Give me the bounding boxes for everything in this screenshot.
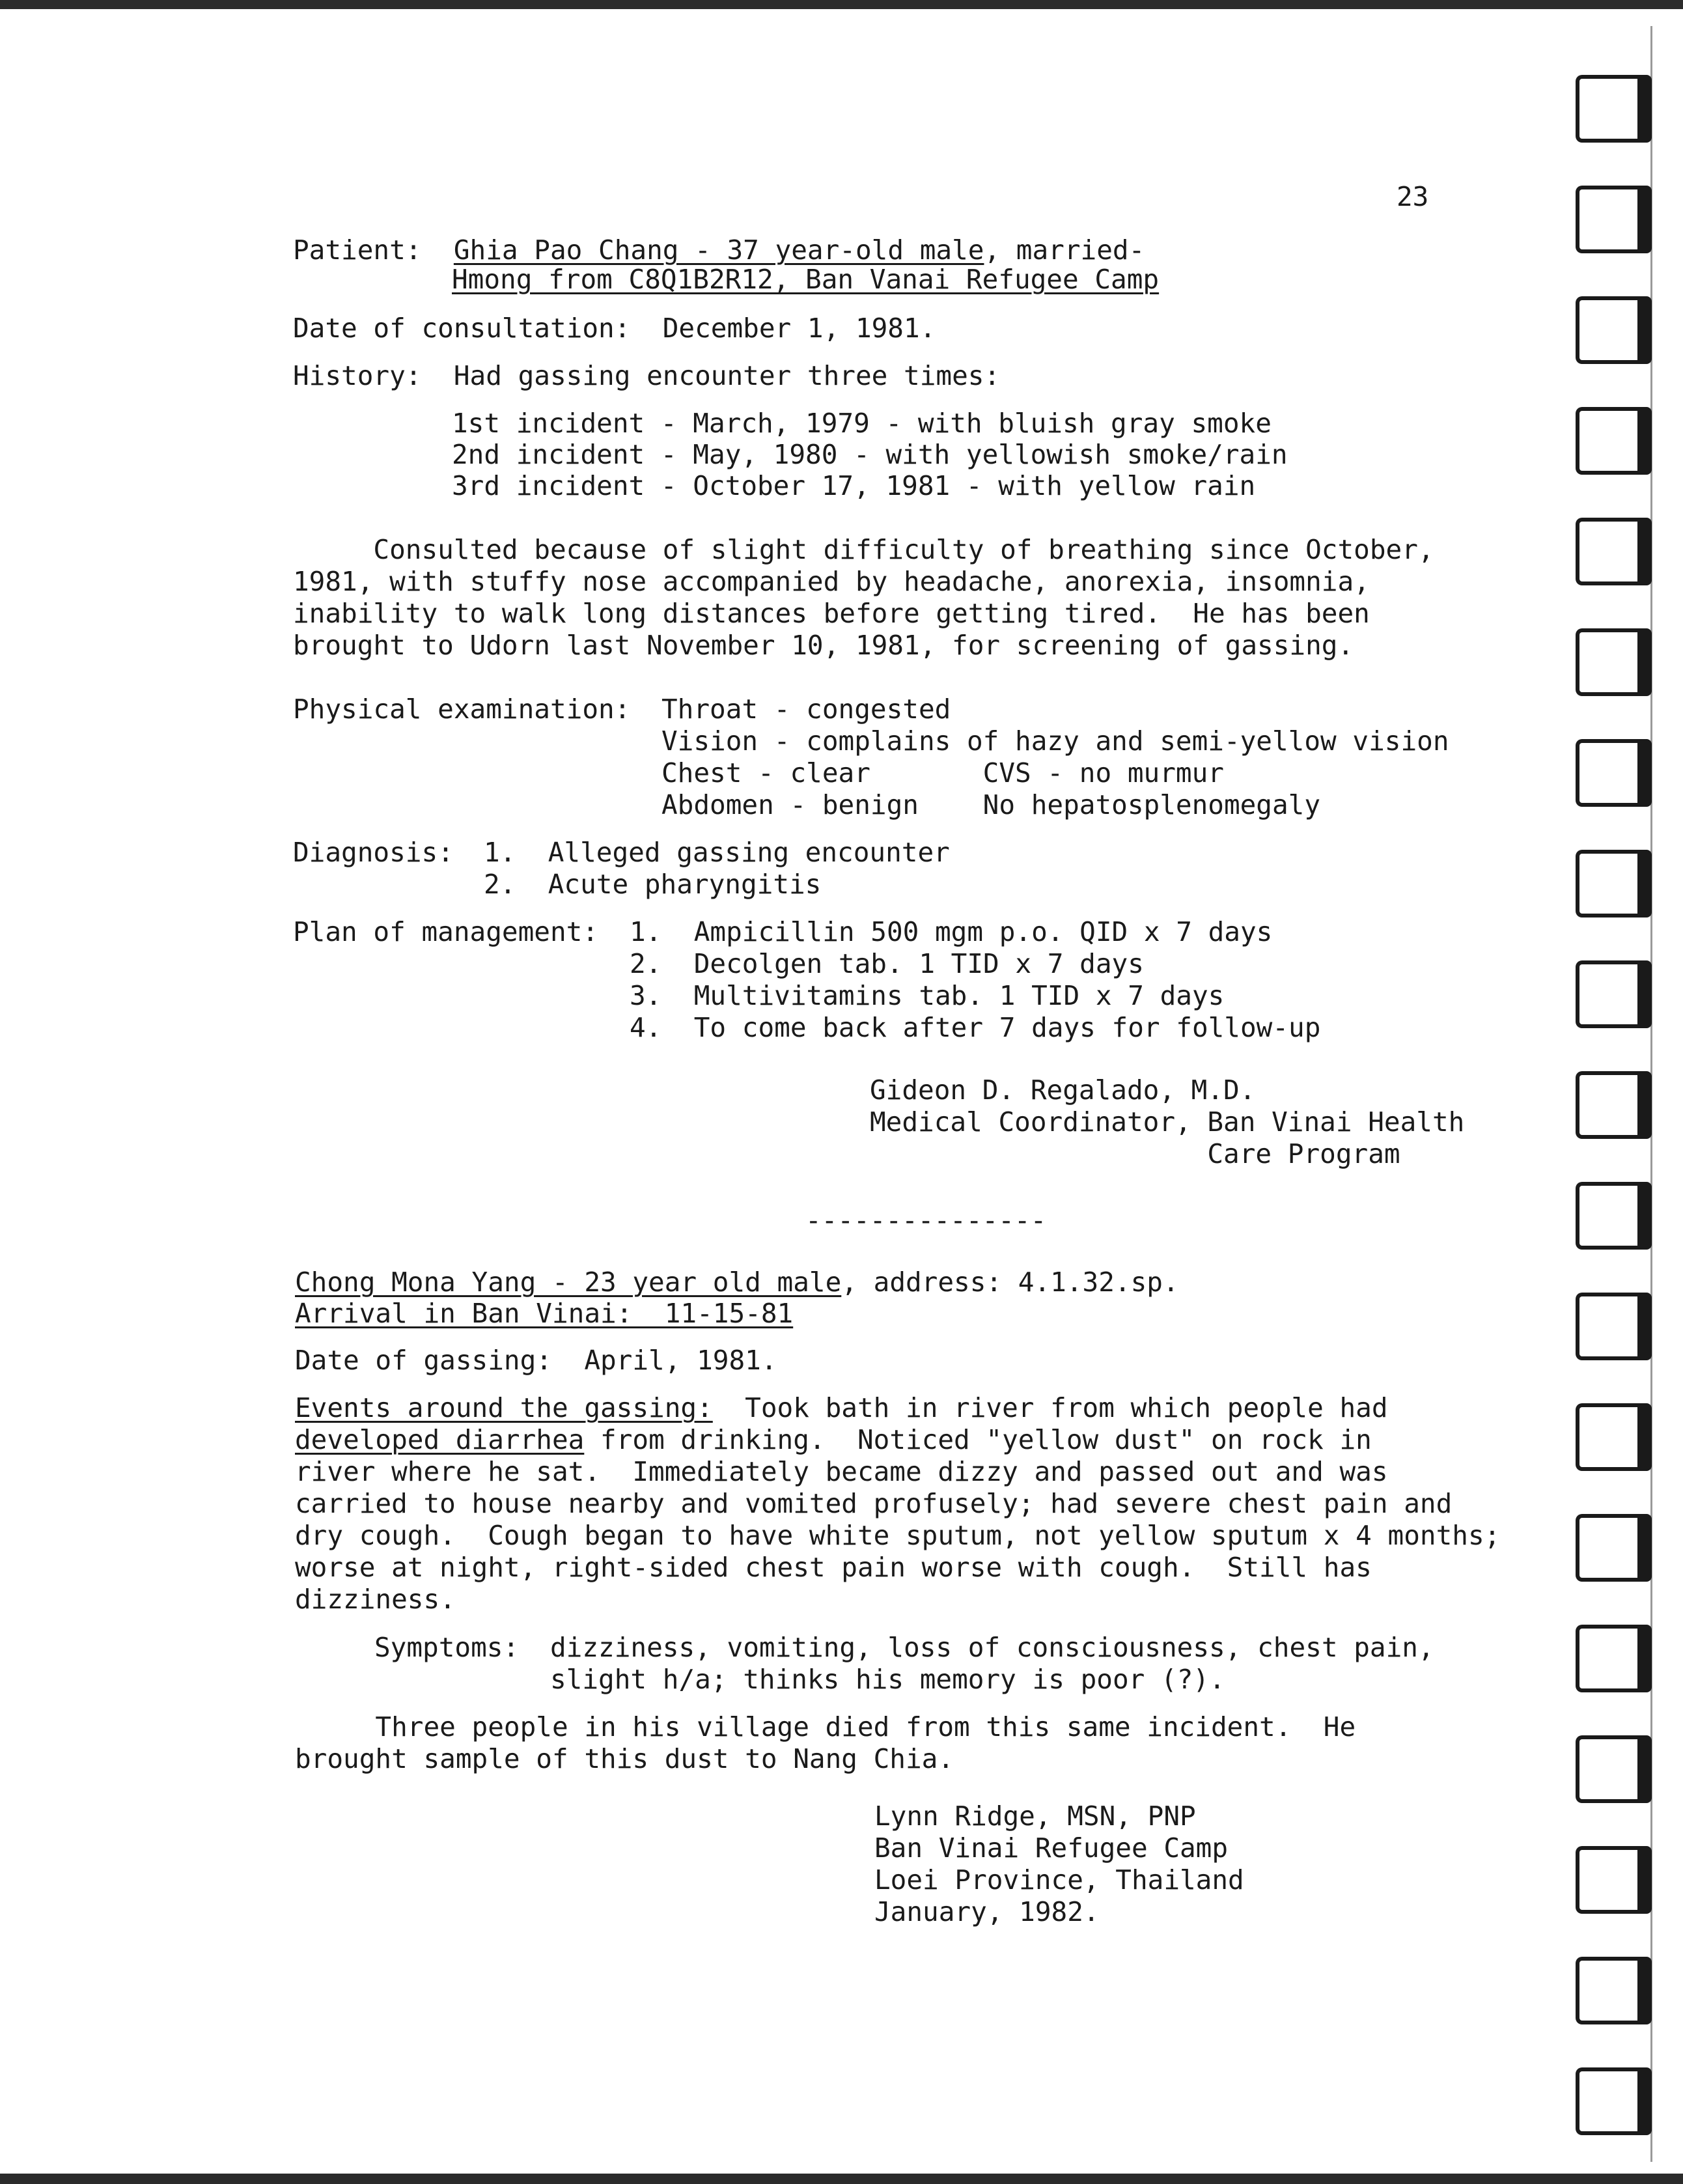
signature-2-org: Ban Vinai Refugee Camp — [874, 1832, 1229, 1864]
patient-suffix: , married- — [984, 234, 1145, 266]
incident-3: 3rd incident - October 17, 1981 - with yellow rain — [452, 470, 1256, 501]
plan-item-3: 3. Multivitamins tab. 1 TID x 7 days — [630, 980, 1225, 1011]
page-number: 23 — [1397, 181, 1429, 212]
symptoms-label: Symptoms: — [374, 1632, 520, 1663]
events-line-7: dizziness. — [295, 1584, 456, 1615]
events-line-2 — [295, 1424, 1372, 1456]
history-text: Had gassing encounter three times: — [453, 360, 1001, 391]
exam-line-2: Vision - complains of hazy and semi-yellow vision — [661, 725, 1449, 757]
exam-line-4: Abdomen - benign No hepatosplenomegaly — [661, 789, 1321, 820]
history-line — [293, 360, 1000, 392]
incident-2: 2nd incident - May, 1980 - with yellowish smoke/rain — [452, 439, 1288, 470]
patient-line-1 — [293, 234, 1145, 266]
patient-name: Ghia Pao Chang - 37 year-old male — [453, 234, 984, 266]
events-line-3: river where he sat. Immediately became dizzy and passed out and was — [295, 1456, 1388, 1487]
signature-2-name: Lynn Ridge, MSN, PNP — [874, 1800, 1196, 1832]
signature-2-date: January, 1982. — [874, 1896, 1100, 1927]
closing-line-1: Three people in his village died from this same incident. He — [295, 1711, 1356, 1743]
closing-line-2: brought sample of this dust to Nang Chia. — [295, 1743, 954, 1774]
plan-label: Plan of management: — [293, 916, 598, 947]
history-label: History: — [293, 360, 422, 391]
plan-item-2: 2. Decolgen tab. 1 TID x 7 days — [630, 948, 1144, 979]
narrative-line-2: 1981, with stuffy nose accompanied by headache, anorexia, insomnia, — [293, 566, 1370, 597]
patient-2-name: Chong Mona Yang - 23 year old male — [295, 1267, 842, 1298]
patient-line-2: Hmong from C8Q1B2R12, Ban Vanai Refugee Camp — [452, 264, 1160, 295]
plan-item-1: 1. Ampicillin 500 mgm p.o. QID x 7 days — [630, 916, 1273, 947]
incident-1: 1st incident - March, 1979 - with bluish gray smoke — [452, 408, 1272, 439]
patient-2-suffix: , address: 4.1.32.sp. — [841, 1267, 1179, 1298]
signature-1-title-cont: Care Program — [870, 1138, 1400, 1169]
signature-2-location: Loei Province, Thailand — [874, 1864, 1244, 1896]
events-first: Took bath in river from which people had — [712, 1392, 1388, 1423]
patient-label: Patient: — [293, 234, 422, 266]
events-underlined-cont: developed diarrhea — [295, 1424, 585, 1455]
events-cont-rest: from drinking. Noticed "yellow dust" on rock in — [584, 1424, 1372, 1455]
exam-line-3: Chest - clear CVS - no murmur — [661, 757, 1224, 789]
events-line-4: carried to house nearby and vomited profusely; had severe chest pain and — [295, 1488, 1453, 1519]
narrative-line-4: brought to Udorn last November 10, 1981, for screening of gassing. — [293, 630, 1354, 661]
section-separator: --------------- — [805, 1205, 1047, 1236]
narrative-line-1: Consulted because of slight difficulty of breathing since October, — [293, 534, 1434, 565]
signature-1-name: Gideon D. Regalado, M.D. — [870, 1074, 1256, 1106]
events-line-5: dry cough. Cough began to have white sputum, not yellow sputum x 4 months; — [295, 1520, 1501, 1551]
symptoms-line-1: dizziness, vomiting, loss of consciousness, chest pain, — [550, 1632, 1434, 1663]
events-line-1 — [295, 1392, 1388, 1424]
diagnosis-label: Diagnosis: — [293, 837, 454, 868]
symptoms-line-2: slight h/a; thinks his memory is poor (?). — [550, 1664, 1225, 1695]
plan-item-4: 4. To come back after 7 days for follow-up — [630, 1012, 1321, 1043]
exam-line-1: Throat - congested — [661, 693, 951, 725]
narrative-line-3: inability to walk long distances before getting tired. He has been — [293, 598, 1370, 629]
patient-2-line-1 — [295, 1267, 1179, 1298]
exam-label: Physical examination: — [293, 693, 631, 725]
gassing-date: Date of gassing: April, 1981. — [295, 1345, 777, 1376]
diagnosis-2: 2. Acute pharyngitis — [484, 869, 822, 900]
arrival-line: Arrival in Ban Vinai: 11-15-81 — [295, 1298, 794, 1329]
diagnosis-1: 1. Alleged gassing encounter — [484, 837, 950, 868]
events-line-6: worse at night, right-sided chest pain worse with cough. Still has — [295, 1552, 1372, 1583]
consultation-date: Date of consultation: December 1, 1981. — [293, 313, 936, 344]
events-label: Events around the gassing: — [295, 1392, 713, 1423]
signature-1-title: Medical Coordinator, Ban Vinai Health — [870, 1106, 1465, 1138]
